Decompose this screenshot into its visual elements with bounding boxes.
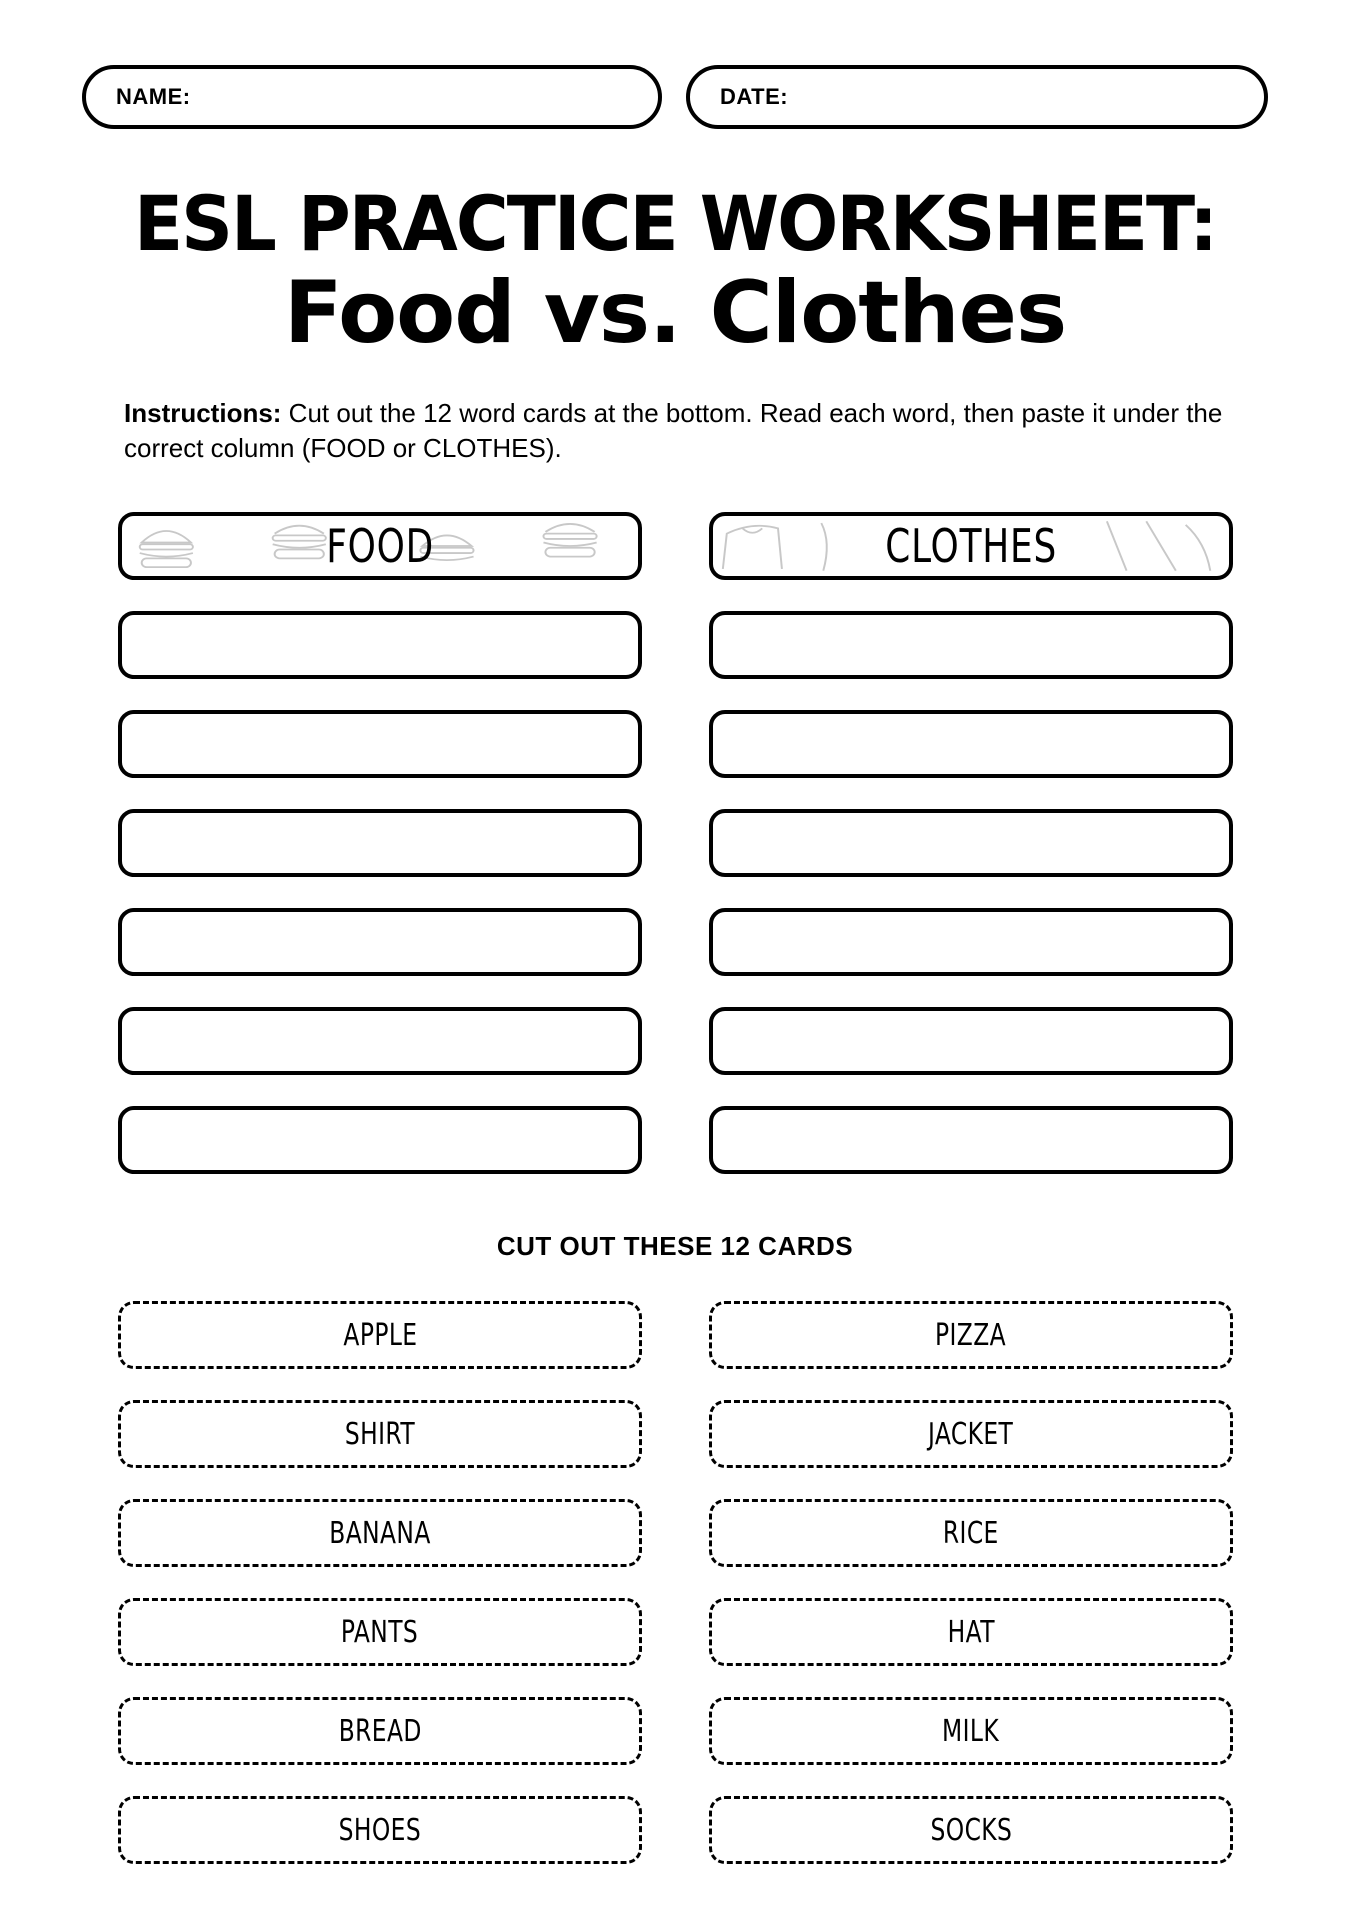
- clothes-paste-box[interactable]: [709, 908, 1233, 976]
- date-field[interactable]: [686, 65, 1268, 129]
- word-card-jacket[interactable]: [709, 1400, 1233, 1468]
- word-card-label: BANANA: [329, 1515, 431, 1551]
- food-column-label: FOOD: [326, 519, 434, 573]
- word-cards: [118, 1301, 1232, 1864]
- clothes-column: [709, 512, 1233, 1174]
- food-column-header: [118, 512, 642, 580]
- food-paste-box[interactable]: [118, 710, 642, 778]
- word-card-label: SHOES: [338, 1812, 422, 1848]
- word-card-label: APPLE: [342, 1317, 418, 1353]
- word-card-label: SHIRT: [344, 1416, 416, 1452]
- word-card-rice[interactable]: [709, 1499, 1233, 1567]
- instructions-text: Cut out the 12 word cards at the bottom. Read each word, then paste it under the correct column (FOOD or CLOTHES).: [124, 398, 1223, 463]
- clothes-paste-box[interactable]: [709, 611, 1233, 679]
- clothes-paste-box[interactable]: [709, 809, 1233, 877]
- word-card-shirt[interactable]: [118, 1400, 642, 1468]
- date-label: DATE:: [720, 84, 789, 109]
- worksheet-subtitle: Food vs. Clothes: [283, 263, 1067, 363]
- word-card-pants[interactable]: [118, 1598, 642, 1666]
- word-card-socks[interactable]: [709, 1796, 1233, 1864]
- word-card-hat[interactable]: [709, 1598, 1233, 1666]
- food-paste-box[interactable]: [118, 611, 642, 679]
- food-paste-box[interactable]: [118, 1106, 642, 1174]
- word-card-pizza[interactable]: [709, 1301, 1233, 1369]
- word-card-label: PIZZA: [935, 1317, 1007, 1353]
- word-card-label: PANTS: [341, 1614, 419, 1650]
- worksheet-title: ESL PRACTICE WORKSHEET:: [133, 179, 1217, 269]
- word-card-label: MILK: [942, 1713, 1000, 1749]
- clothes-column-label: CLOTHES: [885, 519, 1057, 573]
- clothes-paste-box[interactable]: [709, 710, 1233, 778]
- word-card-label: RICE: [943, 1515, 999, 1551]
- word-card-label: JACKET: [928, 1416, 1014, 1452]
- word-card-banana[interactable]: [118, 1499, 642, 1567]
- clothes-paste-box[interactable]: [709, 1007, 1233, 1075]
- word-card-label: SOCKS: [930, 1812, 1012, 1848]
- word-card-shoes[interactable]: [118, 1796, 642, 1864]
- word-card-label: HAT: [947, 1614, 995, 1650]
- food-paste-box[interactable]: [118, 908, 642, 976]
- word-card-apple[interactable]: [118, 1301, 642, 1369]
- clothes-column-header: [709, 512, 1233, 580]
- name-field[interactable]: [82, 65, 662, 129]
- word-card-milk[interactable]: [709, 1697, 1233, 1765]
- instructions: [124, 396, 1254, 466]
- clothes-paste-box[interactable]: [709, 1106, 1233, 1174]
- instructions-lead: Instructions:: [124, 398, 282, 428]
- word-card-bread[interactable]: [118, 1697, 642, 1765]
- word-card-label: BREAD: [338, 1713, 422, 1749]
- food-column: [118, 512, 642, 1174]
- food-paste-box[interactable]: [118, 809, 642, 877]
- name-label: NAME:: [116, 84, 191, 109]
- cut-section-title: CUT OUT THESE 12 CARDS: [496, 1231, 854, 1261]
- food-paste-box[interactable]: [118, 1007, 642, 1075]
